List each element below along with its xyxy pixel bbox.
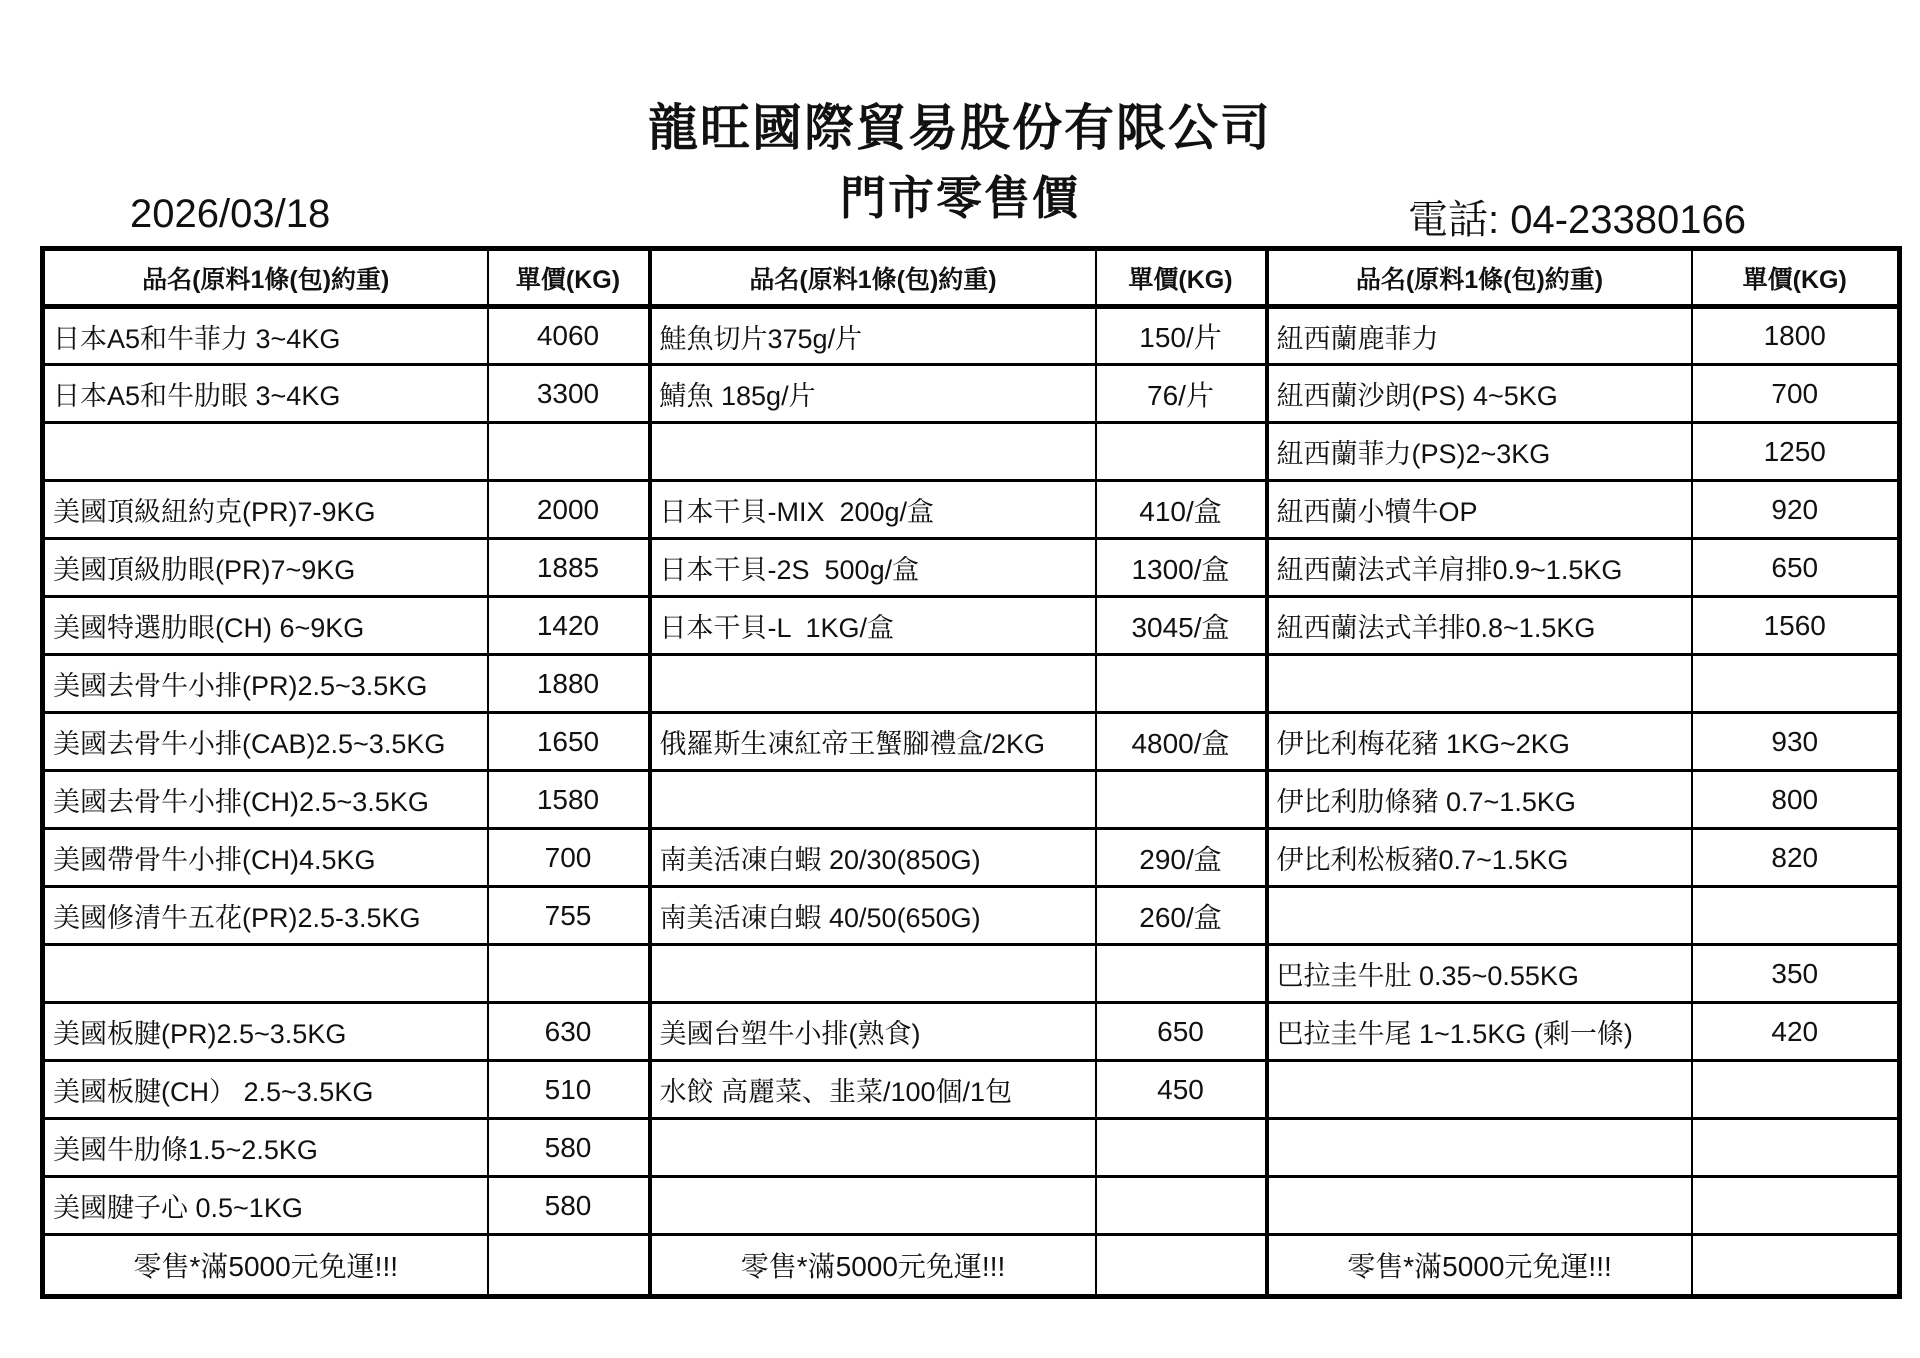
product-name-cell: [1267, 655, 1692, 713]
unit-price-cell: [1096, 771, 1267, 829]
unit-price-cell: [1692, 655, 1900, 713]
product-name-cell: 伊比利松板豬0.7~1.5KG: [1267, 829, 1692, 887]
product-name-cell: 美國台塑牛小排(熟食): [650, 1003, 1096, 1061]
product-name-cell: 日本A5和牛肋眼 3~4KG: [43, 365, 488, 423]
unit-price-cell: 410/盒: [1096, 481, 1267, 539]
table-row: [43, 1061, 1900, 1119]
header-row: [43, 249, 1900, 307]
unit-price-cell: 350: [1692, 945, 1900, 1003]
table-row: [43, 365, 1900, 423]
product-name-cell: [43, 945, 488, 1003]
product-name-cell: 美國板腱(PR)2.5~3.5KG: [43, 1003, 488, 1061]
product-name-cell: 水餃 高麗菜、韭菜/100個/1包: [650, 1061, 1096, 1119]
unit-price-cell: 260/盒: [1096, 887, 1267, 945]
footer-empty-price-1: [488, 1235, 650, 1297]
unit-price-cell: 1300/盒: [1096, 539, 1267, 597]
product-name-cell: 美國去骨牛小排(CH)2.5~3.5KG: [43, 771, 488, 829]
unit-price-cell: 1885: [488, 539, 650, 597]
unit-price-cell: [488, 423, 650, 481]
unit-price-cell: 1580: [488, 771, 650, 829]
table-row: [43, 1177, 1900, 1235]
unit-price-cell: 420: [1692, 1003, 1900, 1061]
footer-empty-price-2: [1096, 1235, 1267, 1297]
unit-price-cell: 3045/盒: [1096, 597, 1267, 655]
price-table: [40, 246, 1902, 1299]
doc-subtitle: 門市零售價: [840, 172, 1080, 224]
unit-price-cell: 4800/盒: [1096, 713, 1267, 771]
unit-price-cell: 700: [1692, 365, 1900, 423]
product-name-cell: [650, 423, 1096, 481]
table-row: [43, 307, 1900, 365]
unit-price-cell: [1692, 887, 1900, 945]
price-header-col3: 單價(KG): [1692, 249, 1900, 307]
table-row: [43, 423, 1900, 481]
name-header-col3: 品名(原料1條(包)約重): [1267, 249, 1692, 307]
product-name-cell: 紐西蘭鹿菲力: [1267, 307, 1692, 365]
product-name-cell: 美國特選肋眼(CH) 6~9KG: [43, 597, 488, 655]
table-row: [43, 713, 1900, 771]
unit-price-cell: 290/盒: [1096, 829, 1267, 887]
product-name-cell: 美國頂級肋眼(PR)7~9KG: [43, 539, 488, 597]
product-name-cell: 美國去骨牛小排(PR)2.5~3.5KG: [43, 655, 488, 713]
product-name-cell: 巴拉圭牛肚 0.35~0.55KG: [1267, 945, 1692, 1003]
footer-row: [43, 1235, 1900, 1297]
table-body: [43, 307, 1900, 1235]
unit-price-cell: 1250: [1692, 423, 1900, 481]
table-row: [43, 829, 1900, 887]
unit-price-cell: 800: [1692, 771, 1900, 829]
unit-price-cell: [1096, 655, 1267, 713]
price-header-col2: 單價(KG): [1096, 249, 1267, 307]
unit-price-cell: [1692, 1061, 1900, 1119]
table-row: [43, 655, 1900, 713]
product-name-cell: 南美活凍白蝦 40/50(650G): [650, 887, 1096, 945]
name-header-col2: 品名(原料1條(包)約重): [650, 249, 1096, 307]
unit-price-cell: [1692, 1119, 1900, 1177]
phone-label: 電話: 04-23380166: [1408, 198, 1747, 242]
unit-price-cell: [1096, 945, 1267, 1003]
company-title: 龍旺國際貿易股份有限公司: [648, 100, 1272, 156]
product-name-cell: [1267, 1061, 1692, 1119]
unit-price-cell: [1096, 1119, 1267, 1177]
unit-price-cell: 650: [1096, 1003, 1267, 1061]
product-name-cell: [650, 655, 1096, 713]
product-name-cell: [650, 771, 1096, 829]
unit-price-cell: 930: [1692, 713, 1900, 771]
product-name-cell: 伊比利肋條豬 0.7~1.5KG: [1267, 771, 1692, 829]
product-name-cell: 日本A5和牛菲力 3~4KG: [43, 307, 488, 365]
name-header-col1: 品名(原料1條(包)約重): [43, 249, 488, 307]
unit-price-cell: 920: [1692, 481, 1900, 539]
date-label: 2026/03/18: [130, 192, 331, 236]
product-name-cell: [650, 1177, 1096, 1235]
table-row: [43, 945, 1900, 1003]
unit-price-cell: 1420: [488, 597, 650, 655]
product-name-cell: [43, 423, 488, 481]
unit-price-cell: 76/片: [1096, 365, 1267, 423]
product-name-cell: 巴拉圭牛尾 1~1.5KG (剩一條): [1267, 1003, 1692, 1061]
product-name-cell: 紐西蘭法式羊肩排0.9~1.5KG: [1267, 539, 1692, 597]
unit-price-cell: 1800: [1692, 307, 1900, 365]
footer-note-3: 零售*滿5000元免運!!!: [1267, 1235, 1692, 1297]
product-name-cell: 美國頂級紐約克(PR)7-9KG: [43, 481, 488, 539]
product-name-cell: 紐西蘭小犢牛OP: [1267, 481, 1692, 539]
unit-price-cell: 580: [488, 1119, 650, 1177]
product-name-cell: 美國板腱(CH） 2.5~3.5KG: [43, 1061, 488, 1119]
unit-price-cell: 650: [1692, 539, 1900, 597]
product-name-cell: [650, 1119, 1096, 1177]
product-name-cell: [1267, 887, 1692, 945]
price-header-col1: 單價(KG): [488, 249, 650, 307]
unit-price-cell: 1560: [1692, 597, 1900, 655]
table-row: [43, 771, 1900, 829]
table-row: [43, 1003, 1900, 1061]
table-row: [43, 597, 1900, 655]
table-row: [43, 1119, 1900, 1177]
product-name-cell: 美國去骨牛小排(CAB)2.5~3.5KG: [43, 713, 488, 771]
table-row: [43, 539, 1900, 597]
product-name-cell: 美國修清牛五花(PR)2.5-3.5KG: [43, 887, 488, 945]
unit-price-cell: 3300: [488, 365, 650, 423]
product-name-cell: 美國牛肋條1.5~2.5KG: [43, 1119, 488, 1177]
product-name-cell: 南美活凍白蝦 20/30(850G): [650, 829, 1096, 887]
unit-price-cell: 510: [488, 1061, 650, 1119]
product-name-cell: 紐西蘭沙朗(PS) 4~5KG: [1267, 365, 1692, 423]
product-name-cell: 美國腱子心 0.5~1KG: [43, 1177, 488, 1235]
product-name-cell: 日本干貝-L 1KG/盒: [650, 597, 1096, 655]
unit-price-cell: [1096, 1177, 1267, 1235]
unit-price-cell: [488, 945, 650, 1003]
product-name-cell: 鮭魚切片375g/片: [650, 307, 1096, 365]
unit-price-cell: 2000: [488, 481, 650, 539]
unit-price-cell: 1880: [488, 655, 650, 713]
unit-price-cell: 450: [1096, 1061, 1267, 1119]
product-name-cell: [650, 945, 1096, 1003]
footer-note-2: 零售*滿5000元免運!!!: [650, 1235, 1096, 1297]
unit-price-cell: 150/片: [1096, 307, 1267, 365]
unit-price-cell: [1096, 423, 1267, 481]
table-row: [43, 481, 1900, 539]
unit-price-cell: 820: [1692, 829, 1900, 887]
product-name-cell: 美國帶骨牛小排(CH)4.5KG: [43, 829, 488, 887]
product-name-cell: [1267, 1119, 1692, 1177]
unit-price-cell: 1650: [488, 713, 650, 771]
unit-price-cell: [1692, 1177, 1900, 1235]
footer-note-1: 零售*滿5000元免運!!!: [43, 1235, 488, 1297]
product-name-cell: 鯖魚 185g/片: [650, 365, 1096, 423]
product-name-cell: 日本干貝-2S 500g/盒: [650, 539, 1096, 597]
product-name-cell: [1267, 1177, 1692, 1235]
product-name-cell: 紐西蘭菲力(PS)2~3KG: [1267, 423, 1692, 481]
footer-empty-price-3: [1692, 1235, 1900, 1297]
table-row: [43, 887, 1900, 945]
unit-price-cell: 755: [488, 887, 650, 945]
unit-price-cell: 630: [488, 1003, 650, 1061]
unit-price-cell: 700: [488, 829, 650, 887]
unit-price-cell: 4060: [488, 307, 650, 365]
product-name-cell: 俄羅斯生凍紅帝王蟹腳禮盒/2KG: [650, 713, 1096, 771]
unit-price-cell: 580: [488, 1177, 650, 1235]
product-name-cell: 伊比利梅花豬 1KG~2KG: [1267, 713, 1692, 771]
product-name-cell: 紐西蘭法式羊排0.8~1.5KG: [1267, 597, 1692, 655]
product-name-cell: 日本干貝-MIX 200g/盒: [650, 481, 1096, 539]
